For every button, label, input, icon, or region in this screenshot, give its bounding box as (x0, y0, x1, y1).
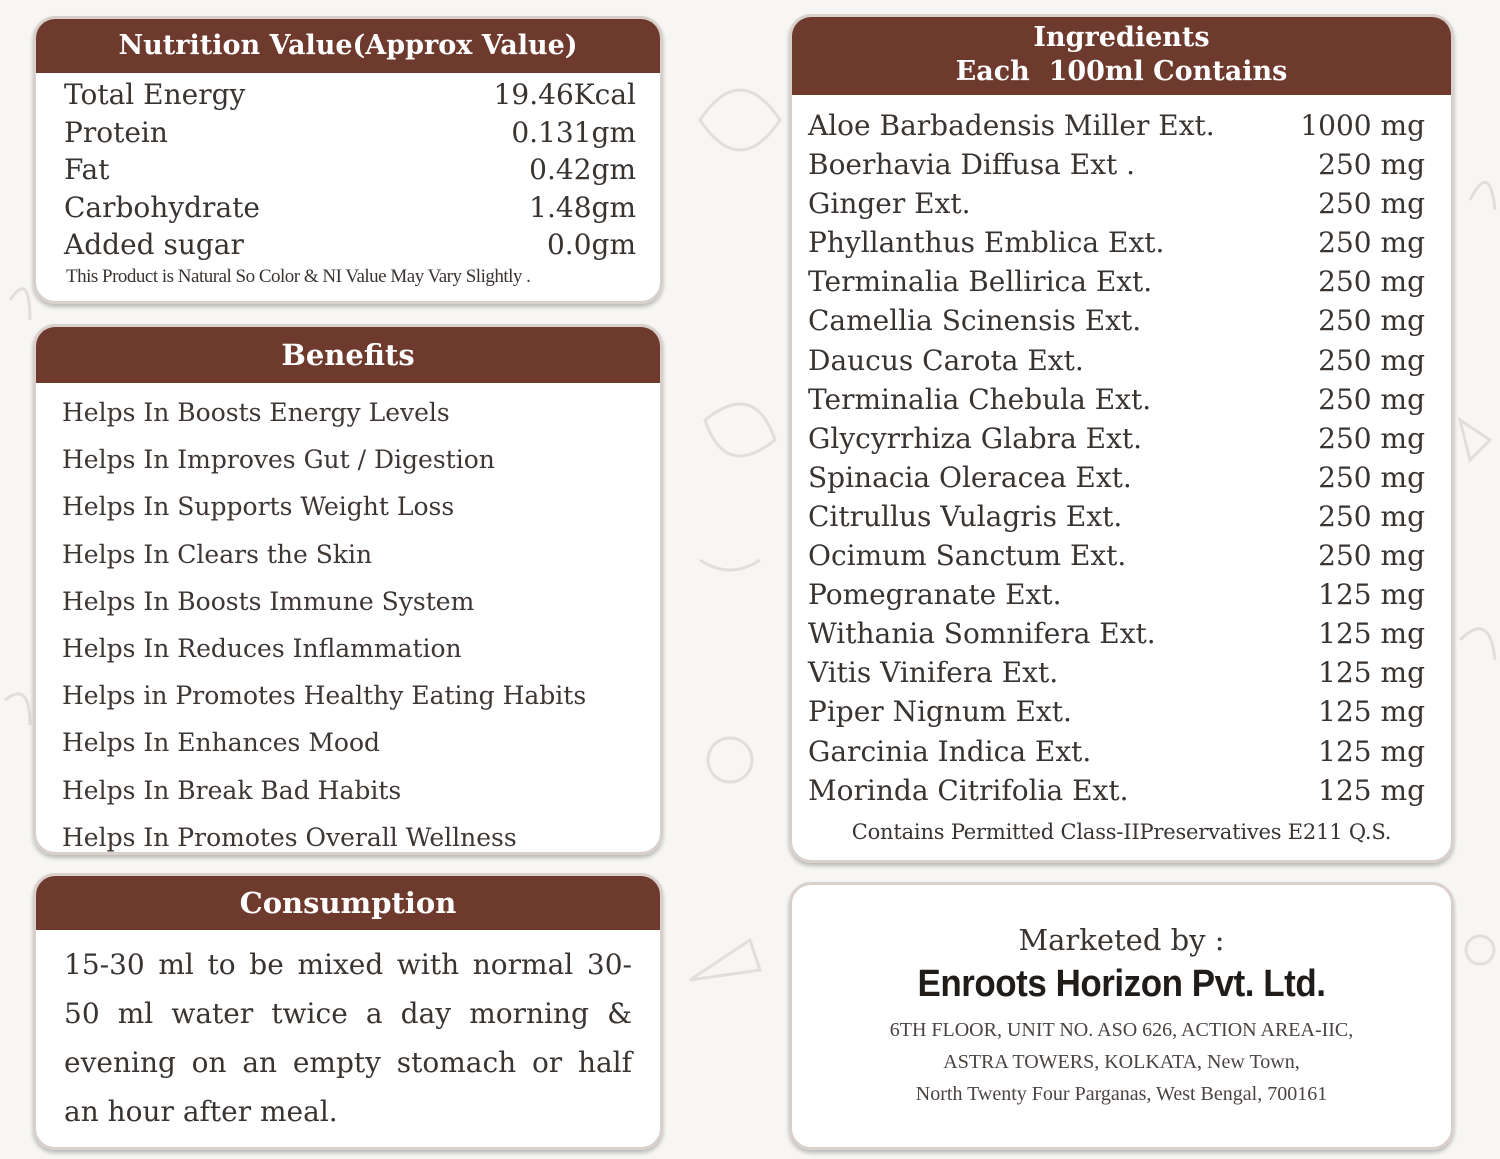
ingredient-row (792, 497, 1451, 536)
ingredient-name: Daucus Carota Ext. (808, 343, 1084, 377)
ingredient-name: Aloe Barbadensis Miller Ext. (808, 109, 1215, 142)
ingredient-row (792, 419, 1451, 458)
marketed-by-label: Marketed by : (1018, 923, 1225, 957)
ingredient-row (792, 536, 1451, 575)
ingredient-row (792, 380, 1451, 419)
ingredient-row (792, 458, 1451, 497)
ingredient-name: Glycyrrhiza Glabra Ext. (808, 421, 1143, 455)
benefit-item: Helps In Boosts Immune System (62, 586, 475, 616)
ingredient-name: Ginger Ext. (808, 187, 971, 221)
ingredient-name: Pomegranate Ext. (808, 578, 1062, 612)
ingredient-amount: 250 mg (1318, 148, 1425, 182)
ingredient-amount: 250 mg (1318, 421, 1425, 455)
ingredient-name: Boerhavia Diffusa Ext . (808, 148, 1136, 182)
nutrition-value: 19.46Kcal (493, 78, 636, 111)
ingredient-name: Withania Somnifera Ext. (808, 617, 1156, 651)
nutrition-value: 0.0gm (546, 228, 636, 261)
company-name: Enroots Horizon Pvt. Ltd. (917, 963, 1326, 1005)
ingredient-row (792, 575, 1451, 614)
ingredient-row (792, 614, 1451, 653)
benefit-item: Helps In Enhances Mood (62, 728, 381, 758)
nutrition-row (36, 189, 660, 227)
ingredient-name: Terminalia Bellirica Ext. (808, 265, 1153, 299)
nutrition-value: 0.131gm (511, 115, 636, 149)
ingredient-amount: 250 mg (1318, 499, 1425, 533)
ingredient-amount: 250 mg (1318, 343, 1425, 377)
benefit-item: Helps In Break Bad Habits (62, 775, 402, 805)
benefits-list (36, 383, 660, 855)
ingredient-name: Piper Nignum Ext. (808, 695, 1072, 729)
ingredient-amount: 250 mg (1318, 187, 1425, 221)
benefit-item: Helps In Promotes Overall Wellness (62, 822, 517, 852)
nutrition-label: Added sugar (64, 228, 244, 261)
nutrition-value: 0.42gm (529, 153, 636, 186)
ingredient-name: Garcinia Indica Ext. (808, 734, 1092, 768)
consumption-title: Consumption (36, 876, 660, 930)
ingredient-row (792, 106, 1451, 145)
consumption-card (33, 873, 663, 1150)
consumption-instructions: 15-30 ml to be mixed with normal 30-50 ml water twice a day morning & evening on an empty stomach or half an hour after meal. (64, 948, 632, 1128)
ingredients-header (792, 17, 1451, 95)
nutrition-label: Protein (64, 115, 168, 149)
ingredients-table (792, 95, 1451, 810)
nutrition-label: Carbohydrate (64, 190, 260, 224)
ingredient-amount: 250 mg (1318, 226, 1425, 260)
ingredient-name: Citrullus Vulagris Ext. (808, 499, 1123, 533)
ingredient-name: Morinda Citrifolia Ext. (808, 773, 1129, 807)
nutrition-table (36, 73, 660, 264)
ingredient-row (792, 262, 1451, 301)
company-address (792, 1014, 1451, 1110)
ingredient-row (792, 771, 1451, 810)
ingredient-amount: 250 mg (1318, 460, 1425, 494)
benefit-item: Helps In Improves Gut / Digestion (62, 445, 495, 475)
preservatives-note: Contains Permitted Class-IIPreservatives E211 Q.S. (851, 819, 1392, 844)
benefits-card (33, 324, 663, 855)
ingredient-amount: 125 mg (1318, 656, 1425, 690)
ingredient-amount: 125 mg (1318, 695, 1425, 729)
ingredient-amount: 250 mg (1318, 539, 1425, 573)
ingredient-row (792, 223, 1451, 262)
nutrition-card (33, 16, 663, 304)
ingredient-name: Camellia Scinensis Ext. (808, 304, 1142, 338)
benefit-item: Helps In Reduces Inflammation (62, 633, 462, 663)
ingredients-subtitle: Each 100ml Contains (955, 56, 1288, 87)
ingredients-card (789, 14, 1454, 863)
nutrition-row (36, 151, 660, 189)
ingredient-row (792, 184, 1451, 223)
ingredient-amount: 125 mg (1318, 734, 1425, 768)
ingredient-row (792, 341, 1451, 380)
nutrition-title: Nutrition Value(Approx Value) (36, 19, 660, 73)
ingredient-amount: 125 mg (1318, 617, 1425, 651)
nutrition-label: Total Energy (64, 78, 246, 111)
ingredient-row (792, 653, 1451, 692)
ingredient-row (792, 301, 1451, 340)
ingredient-row (792, 145, 1451, 184)
ingredient-amount: 250 mg (1318, 382, 1425, 416)
ingredient-amount: 1000 mg (1300, 109, 1425, 142)
benefit-item: Helps In Supports Weight Loss (62, 492, 455, 522)
ingredients-title: Ingredients (1033, 22, 1210, 53)
ingredient-name: Phyllanthus Emblica Ext. (808, 226, 1165, 260)
ingredient-name: Terminalia Chebula Ext. (808, 382, 1152, 416)
nutrition-label: Fat (64, 153, 110, 186)
benefit-item: Helps In Boosts Energy Levels (62, 398, 450, 427)
marketer-card (789, 882, 1454, 1150)
ingredient-amount: 125 mg (1318, 773, 1425, 807)
nutrition-row (36, 226, 660, 264)
nutrition-row (36, 114, 660, 152)
nutrition-row (36, 76, 660, 114)
nutrition-value: 1.48gm (529, 190, 636, 224)
benefit-item: Helps In Clears the Skin (62, 539, 373, 569)
benefit-item: Helps in Promotes Healthy Eating Habits (62, 681, 587, 711)
ingredient-name: Ocimum Sanctum Ext. (808, 539, 1127, 573)
ingredient-amount: 125 mg (1318, 578, 1425, 612)
address-line: ASTRA TOWERS, KOLKATA, New Town, (943, 1051, 1300, 1073)
nutrition-disclaimer: This Product is Natural So Color & NI Value May Vary Slightly . (66, 265, 531, 287)
address-line: 6TH FLOOR, UNIT NO. ASO 626, ACTION AREA-IIC, (889, 1019, 1354, 1041)
ingredient-amount: 250 mg (1318, 265, 1425, 299)
ingredient-amount: 250 mg (1318, 304, 1425, 338)
ingredient-name: Spinacia Oleracea Ext. (808, 460, 1132, 494)
benefits-title: Benefits (36, 327, 660, 383)
ingredient-row (792, 692, 1451, 731)
ingredient-row (792, 732, 1451, 771)
address-line: North Twenty Four Parganas, West Bengal, 700161 (915, 1083, 1328, 1105)
ingredient-name: Vitis Vinifera Ext. (808, 656, 1059, 690)
